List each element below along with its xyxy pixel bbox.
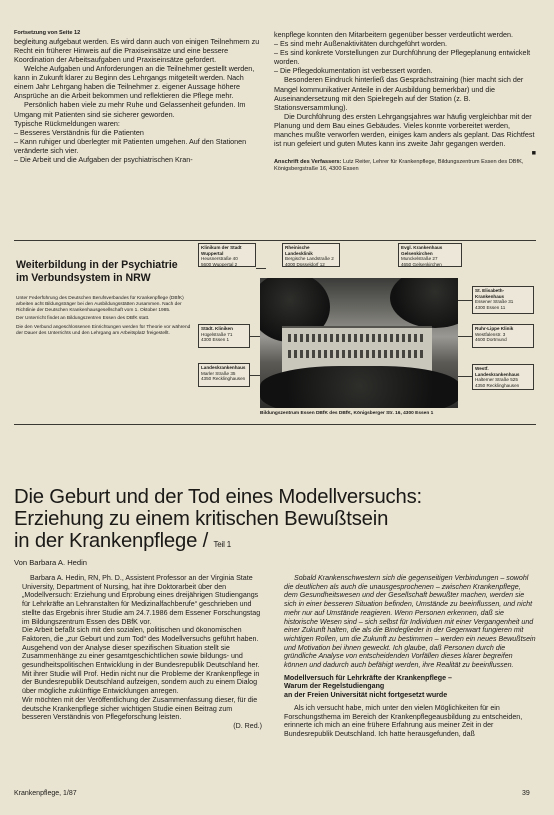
continuation-note: Fortsetzung von Seite 12	[14, 30, 81, 36]
list-item: – Die Pflegedokumentation ist verbessert worden.	[274, 66, 433, 76]
photo-bushes	[260, 366, 458, 408]
photo-windows	[288, 350, 426, 358]
box-line: Heusnerstraße 40	[201, 256, 238, 262]
box-line: Essener Straße 31	[475, 299, 514, 305]
paragraph: Als ich versucht habe, mich unter den vielen Möglichkeiten für ein Forschungsthema im Bereich der Krankenpflegeausbildung zu entscheiden, erinnerte ich mich an eine frühere Erfahrung aus meiner Zeit in der Bundesrepublik Deutschland. Ich hatte herausgefunden, daß	[284, 703, 523, 738]
subhead-line2: Warum der Regelstudiengang	[284, 682, 385, 691]
box-line: Bergische Landstraße 2	[285, 256, 334, 262]
page-number: 39	[522, 790, 530, 797]
article-right-column	[284, 574, 536, 739]
photo-windows	[288, 334, 426, 342]
paragraph: Besonderen Eindruck hinterließ das Gesprächstraining (hier macht sich der Mangel kommunikativer Anteile in der Ausbildung bemerkbar) und die Auseinandersetzung mit den Spielregeln auf der Station (z. B. Stationsversammlung).	[274, 75, 524, 112]
list-item: – Die Arbeit und die Aufgaben der psychiatrischen Kran-	[14, 155, 193, 165]
box-line: 4600 Dortmund	[475, 337, 507, 343]
subhead-line1: Modellversuch für Lehrkräfte der Krankenpflege –	[284, 673, 452, 682]
paragraph: Wir möchten mit der Veröffentlichung der Zusammenfassung dieser, für die deutsche Krankenpflege sicher wichtigen Studie einen Beitrag zum besseren Verständnis von Pflegeforschung leisten.	[22, 695, 258, 722]
box-line: 4300 Essen 11	[475, 304, 506, 310]
box-title: Rheinische Landesklinik	[285, 245, 313, 256]
paragraph: Welche Aufgaben und Anforderungen an die Teilnehmer gestellt werden, kann in Zukunft klarer zu Beginn des Lehrgangs mitgeteilt werden. Nach einem Jahr Lehrgang haben die Teilnehmer z. eigener Aussage höhere Ansprüche an die Arbeit bekommen und reflektieren die Pflege mehr.	[14, 64, 255, 101]
address-box	[282, 243, 340, 267]
paragraph: Typische Rückmeldungen waren:	[14, 118, 120, 128]
box-line: 4300 Essen 1	[201, 337, 230, 343]
address-box	[198, 363, 250, 387]
headline-line1: Die Geburt und der Tod eines Modellversuchs:	[14, 486, 422, 508]
top-left-column	[14, 30, 262, 164]
connector-line	[458, 336, 472, 337]
list-item: – Kann ruhiger und überlegter mit Patienten umgehen. Auf den Stationen veränderte sich vier.	[14, 136, 247, 155]
connector-line	[458, 376, 472, 377]
box-title: Klinikum der Stadt Wuppertal	[201, 245, 242, 256]
journal-footer: Krankenpflege, 1/87	[14, 790, 77, 797]
paragraph: Die Durchführung des ersten Lehrgangsjahres war häufig vergleichbar mit der Planung und dem Bau eines Gebäudes. Vieles konnte vorbereitet werden, manches mußte verworfen werden, einiges kam anders als geplant. Das Richtfest ist nun gefeiert und guten Mutes kann ins zweite Jahr gegangen werden.	[274, 111, 535, 149]
article-left-column	[22, 574, 262, 731]
address-box	[472, 364, 534, 390]
paragraph: Die Arbeit befaßt sich mit den sozialen, politischen und ökonomischen Faktoren, die „zur Geburt und zum Tod“ des Modellversuchs geführt haben.	[22, 626, 259, 643]
address-box	[398, 243, 462, 267]
box-title-line2: im Verbundsystem in NRW	[16, 272, 151, 284]
paragraph: Ausgehend von der Analyse dieser spezifischen Situation stellt sie Zusammenhänge zu einer gesamtgeschichtlichen sowie bildungs- und gesundheitspolitischen Entwicklung in der Bundesrepublik Deutschland her.	[22, 643, 260, 670]
paragraph: Barbara A. Hedin, RN, Ph. D., Assistent Professor an der Virginia State University, Department of Nursing, hat ihre Doktorarbeit über den „Modellversuch: Erziehung und Erprobung eines dreijährigen Studiengangs für Lehrkräfte an Lehranstalten für Medizinalfachberufe“ geschrieben und stellte das Ergebnis ihrer Studie am 24.7.1986 dem Essener Forschungstag im Bildungszentrum Essen des DBfK vor.	[22, 574, 261, 626]
box-line: Marler Straße 35	[201, 370, 236, 376]
connector-line	[458, 300, 472, 301]
box-title: Landeskrankenhaus	[201, 365, 246, 370]
connector-line	[250, 375, 260, 376]
section-divider	[14, 424, 536, 425]
author-label: Anschrift des Verfassers:	[274, 159, 342, 166]
byline: Von Barbara A. Hedin	[14, 558, 88, 567]
connector-line	[256, 268, 266, 269]
paragraph: Persönlich haben viele zu mehr Ruhe und Gelassenheit gefunden. Im Umgang mit Patienten sind sie sicherer geworden.	[14, 100, 246, 119]
editor-sign: (D. Red.)	[233, 721, 262, 730]
section-divider	[14, 240, 536, 241]
paragraph: Mit ihrer Studie will Prof. Hedin nicht nur die Probleme der Krankenpflege in der Bundesrepublik Deutschland aufzeigen, sondern auch zu einem Dialog über mögliche zukünftige Entwicklungen anregen.	[22, 669, 260, 696]
address-box	[472, 286, 534, 314]
box-line: 4000 Düsseldorf 12	[285, 261, 325, 267]
photo-tree	[390, 278, 458, 328]
list-item: – Besseres Verständnis für die Patienten	[14, 127, 144, 137]
headline-line3: in der Krankenpflege /	[14, 530, 209, 552]
address-box	[472, 324, 534, 348]
top-right-column	[274, 30, 536, 173]
headline-line2: Erziehung zu einem kritischen Bewußtsein	[14, 508, 389, 530]
box-extra: Die den Verbund angeschlossenen Einrichtungen werden für Theorie vor während der Dauer des Unterrichts und den Lehrgang am Arbeitsplatz freigestellt.	[16, 325, 191, 336]
box-intro: Unter Federführung des Deutschen Berufsverbandes für Krankenpflege (DBfK) arbeiten acht Bildungsträger bei den Ausbildungsstätten zusammen. Nach der Richtlinie der Deutschen Krankenhausgesellschaft vom 1. Oktober 1985.	[16, 296, 184, 313]
author-address	[274, 159, 536, 173]
list-item: – Es sind konkrete Vorstellungen zur Durchführung der Pflegeplanung entwickelt worden.	[274, 48, 531, 67]
building-photo	[260, 278, 458, 408]
photo-caption: Bildungszentrum Essen DBfK des DBfK, Königsberger Str. 16, 4300 Essen 1	[260, 411, 434, 416]
box-title-line1: Weiterbildung in der Psychiatrie	[16, 259, 178, 271]
address-box	[198, 324, 250, 348]
box-line: Halterner Straße 525	[475, 377, 518, 383]
box-line: Westfalenstr. 3	[475, 331, 506, 337]
box-line: 4350 Recklinghausen	[475, 382, 520, 388]
box-line: Munckelstraße 27	[401, 256, 438, 262]
box-line: 4650 Gelsenkirchen	[401, 261, 442, 267]
box-contact: Der Unterricht findet an Bildungszentren Essen des DBfK statt.	[16, 316, 150, 322]
end-mark: ■	[531, 148, 536, 158]
headline-line3-wrap	[14, 530, 534, 556]
article-headline	[14, 486, 534, 556]
box-title: St. Elisabeth-Krankenhaus	[475, 288, 505, 299]
headline-part: Teil 1	[213, 540, 231, 549]
box-line: 4350 Recklinghausen	[201, 376, 246, 382]
subhead-line3: an der Freien Universität nicht fortgesetzt wurde	[284, 691, 448, 700]
address-box	[198, 243, 256, 267]
box-line: Hügelstraße 71	[201, 331, 233, 337]
paragraph: begleitung aufgebaut werden. Es wird dann auch von einigen Teilnehmern zu Recht ein früherer Hinweis auf die Praxiseinsätze und eine bessere Koordination der Arbeitsaufgaben und Praxiseinsätze gefordert.	[14, 36, 260, 64]
box-title: Ruhr-Lippe Klinik	[475, 326, 514, 331]
italic-intro: Sobald Krankenschwestern sich die gegenseitigen Verbindungen – sowohl die deutlichen als auch die unausgesprochenen – zwischen Krankenpflege, dem Gesundheitswesen und der Gesellschaft bewußter machen, werden sie sich in einer besseren Situation befinden, Umstände zu beeinflussen, und nicht mehr nur auf Umstände reagieren. Wenn Personen erkennen, daß sie historische Wesen sind – sich selbst für Individuen mit einer Vergangenheit und einer Zukunft halten, die als die Bindeglieder in der Gegenwart fungieren mit wichtigen Rollen, um die Zukunft zu bestimmen – werden ein neues Bewußtsein und Motivation bei ihnen geweckt. Ich glaube, daß Personen durch die gründliche Analyse von entscheidenden Vorfällen dieses klarer begreifen können und dadurch auch befähigt werden, ihre Realität zu beeinflussen.	[284, 574, 536, 670]
box-title: Evgl. Krankenhaus Gelsenkirchen	[401, 245, 443, 256]
author-text: Lutz Reiter, Lehrer für Krankenpflege, Bildungszentrum Essen des DBfK, Königsbergstraße 16, 4300 Essen	[274, 159, 524, 173]
paragraph: kenpflege konnten den Mitarbeitern gegenüber besser verdeutlicht werden.	[274, 30, 513, 39]
box-title: Westf. Landeskrankenhaus	[475, 366, 520, 377]
list-item: – Es sind mehr Außenaktivitäten durchgeführt worden.	[274, 39, 447, 49]
box-title: Städt. Kliniken	[201, 326, 233, 331]
connector-line	[250, 336, 260, 337]
box-intro-text	[16, 296, 192, 337]
box-line: 5600 Wuppertal 2	[201, 261, 238, 267]
